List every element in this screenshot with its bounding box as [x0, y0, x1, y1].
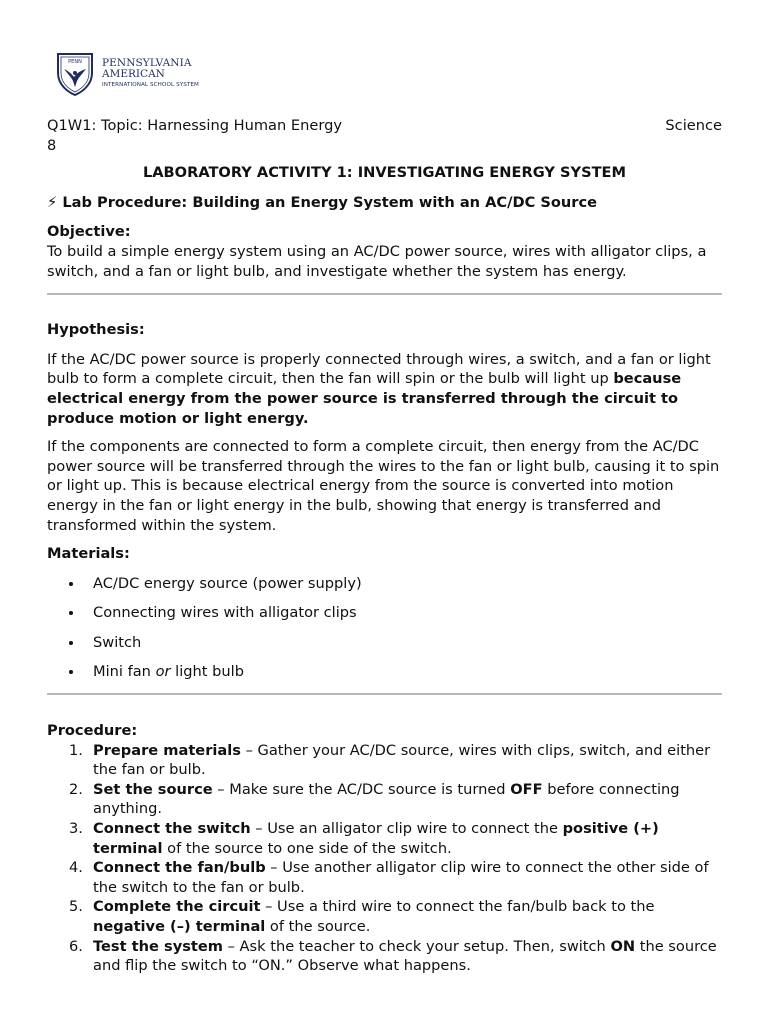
lab-procedure-subtitle: ⚡ Lab Procedure: Building an Energy System with an AC/DC Source: [47, 193, 598, 211]
document-body: [47, 116, 722, 976]
procedure-list: [47, 741, 722, 976]
logo-line-3: INTERNATIONAL SCHOOL SYSTEM: [102, 81, 199, 88]
divider: [47, 293, 722, 295]
list-item: Mini fan or light bulb: [47, 662, 722, 682]
materials-heading: Materials:: [47, 545, 130, 563]
procedure-heading: Procedure:: [47, 722, 138, 740]
eagle-shield-icon: [54, 51, 96, 97]
procedure-step: 6. Test the system – Ask the teacher to check your setup. Then, switch ON the source and flip the switch to “ON.” Observe what happens.: [69, 937, 717, 975]
topic-row: [47, 116, 722, 136]
list-item: AC/DC energy source (power supply): [47, 574, 722, 594]
hypothesis-paragraph-1: [47, 350, 722, 428]
logo-line-1: PENNSYLVANIA: [102, 56, 192, 69]
procedure-step: 1. Prepare materials – Gather your AC/DC source, wires with clips, switch, and either the fan or bulb.: [69, 741, 711, 779]
divider: [47, 693, 722, 695]
objective-text: To build a simple energy system using an AC/DC power source, wires with alligator clips, a switch, and a fan or light bulb, and investigate whether the system has energy.: [47, 242, 707, 280]
logo-line-2: AMERICAN: [102, 67, 165, 80]
procedure-step: 4. Connect the fan/bulb – Use another alligator clip wire to connect the other side of the switch to the fan or bulb.: [69, 859, 709, 896]
list-item: Switch: [47, 633, 722, 653]
hypothesis-text: If the AC/DC power source is properly connected through wires, a switch, and a fan or light bulb to form a complete circuit, then the fan will spin or the bulb will light up: [47, 350, 711, 388]
objective-heading: Objective:: [47, 223, 131, 241]
subject-label: Science: [665, 117, 722, 134]
hypothesis-paragraph-2: If the components are connected to form a complete circuit, then energy from the AC/DC power source will be transferred through the wires to the fan or light bulb, causing it to spin or light up. This is because electrical energy from the source is converted into motion energy in the fan or light energy in the bulb, showing that energy is transferred and transformed within the system.: [47, 438, 720, 534]
list-item: Connecting wires with alligator clips: [47, 603, 722, 623]
school-logo: [54, 50, 214, 98]
seal-text: PENN: [68, 59, 82, 65]
grade-label: 8: [47, 136, 57, 154]
procedure-step: 2. Set the source – Make sure the AC/DC source is turned OFF before connecting anything.: [69, 780, 680, 818]
procedure-step: 3. Connect the switch – Use an alligator clip wire to connect the positive (+) terminal of the source to one side of the switch.: [69, 820, 659, 857]
topic-label: Q1W1: Topic: Harnessing Human Energy: [47, 117, 342, 134]
page-title: LABORATORY ACTIVITY 1: INVESTIGATING ENERGY SYSTEM: [142, 164, 627, 182]
hypothesis-bold-text: because electrical energy from the power source is transferred through the circuit to produce motion or light energy.: [47, 370, 682, 427]
hypothesis-heading: Hypothesis:: [47, 321, 145, 339]
procedure-step: 5. Complete the circuit – Use a third wire to connect the fan/bulb back to the negative (–) terminal of the source.: [69, 898, 655, 935]
materials-list: [47, 574, 722, 682]
